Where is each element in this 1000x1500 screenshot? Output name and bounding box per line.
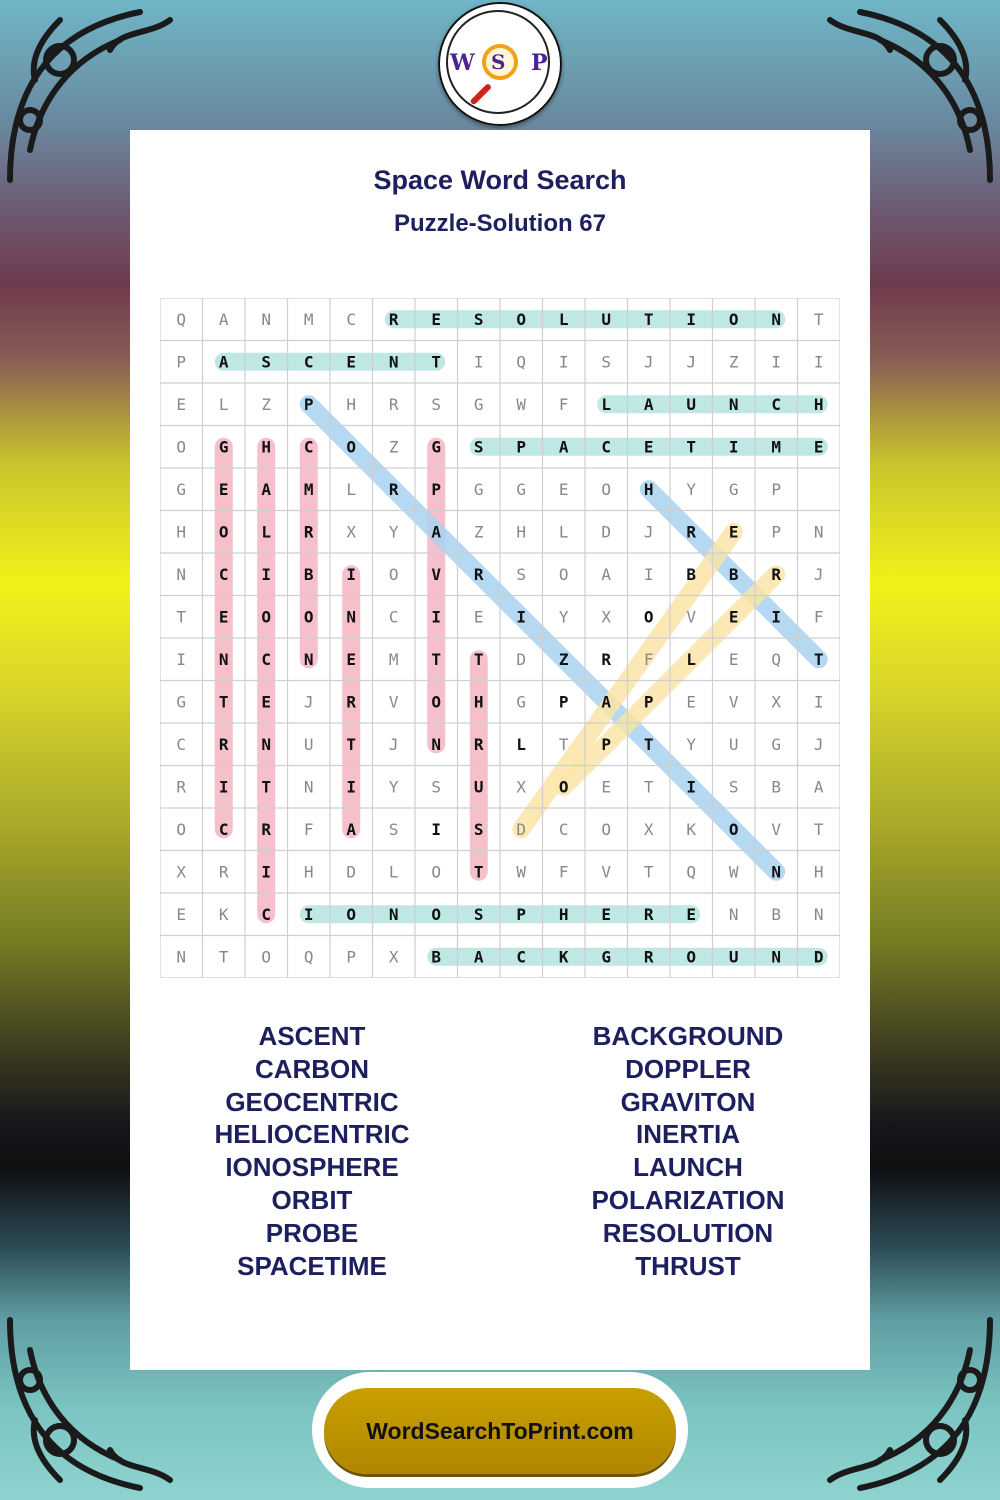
grid-cell-letter: C xyxy=(601,437,612,457)
grid-cell-letter: O xyxy=(388,564,399,584)
grid-cell-letter: G xyxy=(176,479,187,499)
grid-cell-letter: H xyxy=(558,904,569,924)
grid-cell-letter: P xyxy=(176,352,187,372)
grid-cell-letter: G xyxy=(601,947,612,967)
grid-cell-letter: P xyxy=(601,734,612,754)
grid-cell-letter: T xyxy=(261,777,272,797)
grid-cell-letter: R xyxy=(346,692,357,712)
grid-cell-letter: I xyxy=(813,352,824,372)
site-logo xyxy=(438,2,562,126)
grid-cell-letter: Q xyxy=(176,309,187,329)
grid-cell-letter: X xyxy=(388,947,399,967)
grid-cell-letter: R xyxy=(388,309,399,329)
grid-cell-letter: C xyxy=(558,819,569,839)
grid-cell-letter: I xyxy=(303,904,314,924)
grid-cell-letter: A xyxy=(346,819,357,839)
word-list-item: ASCENT xyxy=(258,1021,366,1051)
grid-cell-letter: G xyxy=(771,734,782,754)
grid-cell-letter: H xyxy=(813,394,824,414)
grid-cell-letter: I xyxy=(686,309,697,329)
grid-cell-letter: F xyxy=(813,607,824,627)
grid-cell-letter: A xyxy=(601,692,612,712)
grid-cell-letter: N xyxy=(261,309,272,329)
grid-cell-letter: V xyxy=(728,692,739,712)
word-search-grid xyxy=(160,298,840,978)
grid-cell-letter: S xyxy=(473,437,484,457)
grid-cell-letter: B xyxy=(728,564,739,584)
grid-cell-letter: V xyxy=(388,692,399,712)
grid-cell-letter: L xyxy=(558,522,569,542)
grid-cell-letter: R xyxy=(643,947,654,967)
grid-cell-letter: T xyxy=(558,734,569,754)
logo-letter-s: S xyxy=(491,50,506,74)
grid-cell-letter: U xyxy=(728,947,739,967)
grid-cell-letter: T xyxy=(218,947,229,967)
grid-cell-letter: E xyxy=(473,607,484,627)
grid-cell-letter: D xyxy=(516,819,527,839)
grid-cell-letter: Z xyxy=(558,649,569,669)
grid-cell-letter: Q xyxy=(771,649,782,669)
grid-cell-letter: Y xyxy=(686,734,697,754)
grid-cell-letter: C xyxy=(303,437,314,457)
grid-cell-letter: C xyxy=(303,352,314,372)
grid-cell-letter: O xyxy=(601,819,612,839)
grid-cell-letter: E xyxy=(813,437,824,457)
grid-cell-letter: O xyxy=(601,479,612,499)
grid-cell-letter: E xyxy=(601,777,612,797)
grid-cell-letter: R xyxy=(686,522,697,542)
grid-cell-letter: E xyxy=(176,394,187,414)
grid-cell-letter: P xyxy=(516,904,527,924)
grid-cell-letter: T xyxy=(813,649,824,669)
grid-cell-letter: I xyxy=(431,819,442,839)
grid-cell-letter: N xyxy=(303,777,314,797)
grid-cell-letter: Q xyxy=(686,862,697,882)
site-url: WordSearchToPrint.com xyxy=(366,1417,634,1444)
word-list-item: RESOLUTION xyxy=(602,1217,774,1248)
grid-cell-letter: S xyxy=(473,904,484,924)
grid-cell-letter: I xyxy=(643,564,654,584)
grid-cell-letter: G xyxy=(473,394,484,414)
grid-cell-letter: W xyxy=(728,862,739,882)
grid-cell-letter: L xyxy=(388,862,399,882)
grid-cell-letter: P xyxy=(431,479,442,499)
grid-cell-letter: P xyxy=(303,394,314,414)
grid-cell-letter: D xyxy=(516,649,527,669)
grid-cell-letter: C xyxy=(516,947,527,967)
grid-cell-letter: E xyxy=(728,522,739,542)
grid-cell-letter: T xyxy=(813,819,824,839)
grid-cell-letter: A xyxy=(218,352,229,372)
grid-cell-letter: A xyxy=(218,309,229,329)
grid-cell-letter: A xyxy=(643,394,654,414)
grid-cell-letter: T xyxy=(473,649,484,669)
grid-cell-letter: R xyxy=(388,394,399,414)
grid-cell-letter: E xyxy=(431,309,442,329)
grid-cell-letter: I xyxy=(771,352,782,372)
word-list-item: PROBE xyxy=(265,1217,359,1248)
grid-cell-letter: N xyxy=(771,862,782,882)
grid-cell-letter: T xyxy=(643,309,654,329)
grid-cell-letter: R xyxy=(601,649,612,669)
page-title: Space Word Search xyxy=(373,165,627,195)
grid-cell-letter: V xyxy=(431,564,442,584)
grid-cell-letter: C xyxy=(218,564,229,584)
grid-cell-letter: U xyxy=(601,309,612,329)
grid-cell-letter: N xyxy=(261,734,272,754)
grid-cell-letter: E xyxy=(346,352,357,372)
grid-cell-letter: T xyxy=(643,777,654,797)
grid-cell-letter: C xyxy=(346,309,357,329)
word-list-item: SPACETIME xyxy=(237,1250,387,1281)
grid-cell-letter: J xyxy=(813,734,824,754)
grid-cell-letter: R xyxy=(473,734,484,754)
grid-cell-letter: R xyxy=(771,564,782,584)
grid-cell-letter: F xyxy=(558,862,569,882)
grid-cell-letter: I xyxy=(771,607,782,627)
grid-cell-letter: K xyxy=(218,904,229,924)
grid-cell-letter: O xyxy=(303,607,314,627)
grid-cell-letter: G xyxy=(728,479,739,499)
site-link[interactable] xyxy=(324,1388,676,1474)
grid-cell-letter: I xyxy=(728,437,739,457)
grid-cell-letter: S xyxy=(516,564,527,584)
grid-cell-letter: A xyxy=(261,479,272,499)
grid-cell-letter: C xyxy=(218,819,229,839)
grid-cell-letter: E xyxy=(176,904,187,924)
grid-cell-letter: H xyxy=(346,394,357,414)
grid-cell-letter: L xyxy=(218,394,229,414)
grid-cell-letter: C xyxy=(176,734,187,754)
grid-cell-letter: N xyxy=(218,649,229,669)
grid-cell-letter: I xyxy=(346,564,357,584)
grid-cell-letter: Y xyxy=(558,607,569,627)
grid-cell-letter: O xyxy=(431,904,442,924)
grid-cell-letter: S xyxy=(431,777,442,797)
grid-cell-letter: A xyxy=(558,437,569,457)
grid-cell-letter: I xyxy=(261,862,272,882)
grid-cell-letter: E xyxy=(346,649,357,669)
grid-cell-letter: B xyxy=(771,904,782,924)
grid-cell-letter: B xyxy=(431,947,442,967)
grid-cell-letter: C xyxy=(261,649,272,669)
grid-cell-letter: U xyxy=(686,394,697,414)
grid-cell-letter: P xyxy=(643,692,654,712)
grid-cell-letter: H xyxy=(261,437,272,457)
grid-cell-letter: O xyxy=(728,309,739,329)
grid-cell-letter: L xyxy=(346,479,357,499)
grid-cell-letter: Y xyxy=(388,777,399,797)
grid-cell-letter: B xyxy=(686,564,697,584)
grid-cell-letter: N xyxy=(813,904,824,924)
grid-cell-letter: T xyxy=(218,692,229,712)
grid-cell-letter: S xyxy=(601,352,612,372)
grid-cell-letter: Y xyxy=(686,479,697,499)
grid-cell-letter: E xyxy=(686,904,697,924)
grid-cell-letter: P xyxy=(558,692,569,712)
grid-cell-letter: X xyxy=(346,522,357,542)
grid-cell-letter: F xyxy=(558,394,569,414)
grid-cell-letter: N xyxy=(813,522,824,542)
footer-badge xyxy=(312,1372,688,1488)
word-list-item: DOPPLER xyxy=(625,1053,751,1084)
grid-cell-letter: O xyxy=(431,692,442,712)
grid-cell-letter: W xyxy=(516,394,527,414)
grid-cell-letter: J xyxy=(388,734,399,754)
word-list-item: LAUNCH xyxy=(633,1152,743,1183)
grid-cell-letter: O xyxy=(558,564,569,584)
grid-cell-letter: L xyxy=(686,649,697,669)
word-list-item: GRAVITON xyxy=(620,1086,756,1117)
grid-cell-letter: S xyxy=(728,777,739,797)
grid-cell-letter: F xyxy=(643,649,654,669)
grid-cell-letter: O xyxy=(346,904,357,924)
grid-cell-letter: E xyxy=(728,649,739,669)
grid-cell-letter: S xyxy=(473,309,484,329)
grid-cell-letter: O xyxy=(261,607,272,627)
grid-cell-letter: C xyxy=(261,904,272,924)
grid-cell-letter: R xyxy=(218,862,229,882)
grid-cell-letter: J xyxy=(303,692,314,712)
word-list-item: CARBON xyxy=(254,1053,370,1084)
grid-cell-letter: O xyxy=(176,437,187,457)
grid-cell-letter: E xyxy=(728,607,739,627)
grid-cell-letter: N xyxy=(771,947,782,967)
grid-cell-letter: Y xyxy=(388,522,399,542)
grid-cell-letter: S xyxy=(473,819,484,839)
grid-cell-letter: N xyxy=(728,394,739,414)
grid-cell-letter: A xyxy=(601,564,612,584)
grid-cell-letter: F xyxy=(303,819,314,839)
word-list-item: IONOSPHERE xyxy=(225,1152,399,1183)
grid-cell-letter: D xyxy=(813,947,824,967)
grid-cell-letter: J xyxy=(813,564,824,584)
grid-cell-letter: O xyxy=(558,777,569,797)
grid-cell-letter: E xyxy=(686,692,697,712)
grid-cell-letter: I xyxy=(346,777,357,797)
grid-cell-letter: X xyxy=(601,607,612,627)
grid-cell-letter: N xyxy=(303,649,314,669)
grid-cell-letter: O xyxy=(643,607,654,627)
grid-cell-letter: P xyxy=(346,947,357,967)
word-list-left xyxy=(122,1020,502,1282)
grid-cell-letter: L xyxy=(601,394,612,414)
grid-cell-letter: S xyxy=(431,394,442,414)
grid-cell-letter: M xyxy=(388,649,399,669)
grid-cell-letter: N xyxy=(346,607,357,627)
grid-cell-letter: I xyxy=(176,649,187,669)
grid-cell-letter: R xyxy=(261,819,272,839)
grid-cell-letter: O xyxy=(176,819,187,839)
grid-cell-letter: H xyxy=(516,522,527,542)
grid-cell-letter: K xyxy=(686,819,697,839)
grid-cell-letter: O xyxy=(346,437,357,457)
grid-cell-letter: R xyxy=(218,734,229,754)
grid-cell-letter: E xyxy=(218,607,229,627)
grid-cell-letter: O xyxy=(431,862,442,882)
grid-cell-letter: O xyxy=(218,522,229,542)
grid-cell-letter: Z xyxy=(728,352,739,372)
grid-cell-letter: A xyxy=(431,522,442,542)
grid-cell-letter: Q xyxy=(303,947,314,967)
logo-letter-w: W xyxy=(450,50,475,76)
grid-cell-letter: C xyxy=(771,394,782,414)
grid-cell-letter: V xyxy=(771,819,782,839)
grid-cell-letter: T xyxy=(431,649,442,669)
grid-cell-letter: N xyxy=(388,904,399,924)
grid-cell-letter: T xyxy=(643,862,654,882)
grid-cell-letter: X xyxy=(771,692,782,712)
grid-cell-letter: L xyxy=(516,734,527,754)
grid-cell-letter: L xyxy=(558,309,569,329)
grid-cell-letter: E xyxy=(218,479,229,499)
grid-cell-letter: V xyxy=(601,862,612,882)
grid-cell-letter: R xyxy=(176,777,187,797)
grid-cell-letter: N xyxy=(431,734,442,754)
grid-cell-letter: W xyxy=(516,862,527,882)
grid-cell-letter: G xyxy=(473,479,484,499)
grid-cell-letter: T xyxy=(473,862,484,882)
grid-cell-letter: I xyxy=(261,564,272,584)
grid-cell-letter: G xyxy=(431,437,442,457)
logo-letter-p: P xyxy=(531,50,548,76)
grid-cell-letter: G xyxy=(218,437,229,457)
grid-cell-letter: O xyxy=(728,819,739,839)
grid-cell-letter: H xyxy=(813,862,824,882)
grid-cell-letter: U xyxy=(728,734,739,754)
grid-cell-letter: H xyxy=(176,522,187,542)
grid-cell-letter: U xyxy=(473,777,484,797)
word-list-item: GEOCENTRIC xyxy=(225,1086,399,1117)
grid-cell-letter: A xyxy=(473,947,484,967)
grid-cell-letter: Q xyxy=(516,352,527,372)
grid-cell-letter: N xyxy=(388,352,399,372)
grid-cell-letter: T xyxy=(346,734,357,754)
grid-cell-letter: M xyxy=(303,309,314,329)
grid-cell-letter: J xyxy=(643,352,654,372)
grid-cell-letter: P xyxy=(771,479,782,499)
grid-cell-letter: Z xyxy=(473,522,484,542)
word-list-item: POLARIZATION xyxy=(591,1184,785,1215)
grid-cell-letter: C xyxy=(388,607,399,627)
grid-cell-letter: O xyxy=(516,309,527,329)
grid-cell-letter: Z xyxy=(261,394,272,414)
grid-cell-letter: E xyxy=(601,904,612,924)
grid-cell-letter: N xyxy=(771,309,782,329)
grid-cell-letter: U xyxy=(303,734,314,754)
grid-cell-letter: R xyxy=(303,522,314,542)
grid-cell-letter: N xyxy=(728,904,739,924)
grid-cell-letter: I xyxy=(431,607,442,627)
grid-cell-letter: I xyxy=(516,607,527,627)
grid-cell-letter: Z xyxy=(388,437,399,457)
grid-cell-letter: I xyxy=(558,352,569,372)
grid-cell-letter: K xyxy=(558,947,569,967)
grid-cell-letter: N xyxy=(176,564,187,584)
grid-cell-letter: I xyxy=(473,352,484,372)
grid-cell-letter: T xyxy=(176,607,187,627)
grid-cell-letter: P xyxy=(771,522,782,542)
grid-cell-letter: R xyxy=(643,904,654,924)
grid-cell-letter: H xyxy=(303,862,314,882)
grid-cell-letter: V xyxy=(686,607,697,627)
grid-cell-letter: X xyxy=(176,862,187,882)
grid-cell-letter: T xyxy=(813,309,824,329)
grid-cell-letter: D xyxy=(601,522,612,542)
grid-cell-letter: B xyxy=(303,564,314,584)
grid-cell-letter: E xyxy=(261,692,272,712)
word-list-item: ORBIT xyxy=(271,1184,353,1215)
grid-cell-letter: T xyxy=(686,437,697,457)
grid-cell-letter: I xyxy=(813,692,824,712)
grid-cell-letter: I xyxy=(686,777,697,797)
grid-cell-letter: X xyxy=(643,819,654,839)
page-subtitle: Puzzle-Solution 67 xyxy=(393,210,606,237)
grid-cell-letter: S xyxy=(261,352,272,372)
grid-cell-letter: R xyxy=(473,564,484,584)
grid-cell-letter: M xyxy=(303,479,314,499)
grid-cell-letter: T xyxy=(431,352,442,372)
grid-cell-letter: O xyxy=(261,947,272,967)
word-list-item: THRUST xyxy=(635,1250,741,1281)
grid-cell-letter: S xyxy=(388,819,399,839)
grid-cell-letter: P xyxy=(516,437,527,457)
grid-cell-letter: D xyxy=(346,862,357,882)
grid-cell-letter: G xyxy=(516,692,527,712)
grid-cell-letter: G xyxy=(516,479,527,499)
grid-cell-letter: E xyxy=(558,479,569,499)
word-list-right xyxy=(498,1020,878,1282)
grid-cell-letter: O xyxy=(686,947,697,967)
grid-cell-letter: N xyxy=(176,947,187,967)
word-list-item: HELIOCENTRIC xyxy=(214,1119,410,1150)
grid-cell-letter: B xyxy=(771,777,782,797)
grid-cell-letter: H xyxy=(643,479,654,499)
grid-cell-letter: E xyxy=(643,437,654,457)
grid-cell-letter: A xyxy=(813,777,824,797)
grid-cell-letter: R xyxy=(388,479,399,499)
grid-cell-letter: J xyxy=(686,352,697,372)
word-list-item: BACKGROUND xyxy=(592,1021,784,1051)
grid-cell-letter: M xyxy=(771,437,782,457)
word-list-item: INERTIA xyxy=(636,1119,740,1150)
grid-cell-letter: H xyxy=(473,692,484,712)
grid-cell-letter: T xyxy=(643,734,654,754)
grid-cell-letter: I xyxy=(218,777,229,797)
grid-cell-letter: L xyxy=(261,522,272,542)
grid-cell-letter: G xyxy=(176,692,187,712)
grid-cell-letter: J xyxy=(643,522,654,542)
grid-cell-letter: X xyxy=(516,777,527,797)
